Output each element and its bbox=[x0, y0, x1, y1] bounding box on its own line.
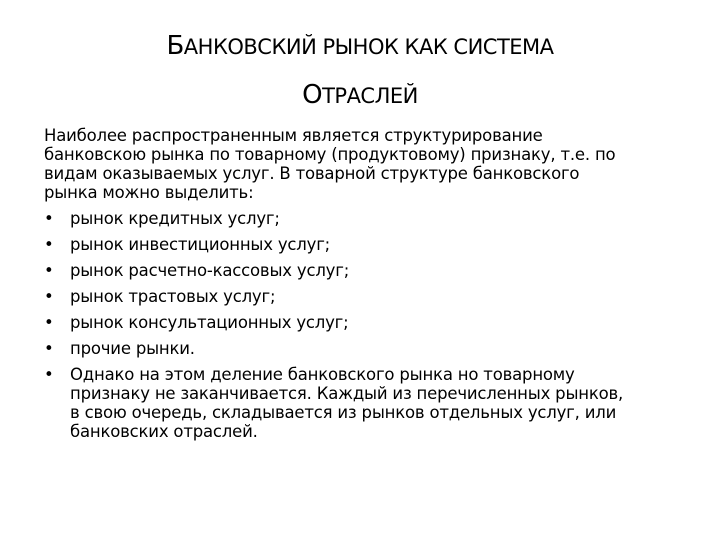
slide-body bbox=[44, 126, 680, 441]
title-line-1-rest: АНКОВСКИЙ РЫНОК КАК СИСТЕМА bbox=[183, 35, 554, 59]
bullet-item bbox=[44, 313, 680, 332]
bullet-icon: • bbox=[44, 209, 54, 228]
title-line-2-rest: ТРАСЛЕЙ bbox=[322, 84, 418, 108]
bullet-icon: • bbox=[44, 261, 54, 280]
bullet-item bbox=[44, 235, 680, 254]
bullet-text: прочие рынки. bbox=[70, 339, 195, 358]
intro-line: рынка можно выделить: bbox=[44, 183, 254, 202]
bullet-text: банковских отраслей. bbox=[70, 422, 258, 441]
bullet-text: признаку не заканчивается. Каждый из перечисленных рынков, bbox=[70, 384, 624, 403]
bullet-item bbox=[44, 287, 680, 306]
bullet-text: рынок расчетно-кассовых услуг; bbox=[70, 261, 350, 280]
bullet-text: в свою очередь, складывается из рынков отдельных услуг, или bbox=[70, 403, 617, 422]
title-line-1 bbox=[60, 22, 660, 71]
bullet-text: рынок трастовых услуг; bbox=[70, 287, 276, 306]
intro-line: видам оказываемых услуг. В товарной структуре банковского bbox=[44, 164, 580, 183]
bullet-list bbox=[44, 209, 680, 441]
bullet-item bbox=[44, 261, 680, 280]
bullet-text: рынок консультационных услуг; bbox=[70, 313, 349, 332]
bullet-text: Однако на этом деление банковского рынка но товарному bbox=[70, 365, 575, 384]
bullet-icon: • bbox=[44, 235, 54, 254]
bullet-item bbox=[44, 339, 680, 358]
bullet-icon: • bbox=[44, 313, 54, 332]
bullet-item bbox=[44, 209, 680, 228]
bullet-text: рынок инвестиционных услуг; bbox=[70, 235, 331, 254]
title-line-2 bbox=[60, 71, 660, 120]
bullet-item bbox=[44, 365, 680, 441]
bullet-icon: • bbox=[44, 365, 54, 384]
title-line-1-initial: Б bbox=[166, 31, 184, 61]
intro-paragraph bbox=[44, 126, 680, 202]
title-line-2-initial: О bbox=[302, 80, 323, 110]
bullet-icon: • bbox=[44, 287, 54, 306]
intro-line: банковскою рынка по товарному (продуктовому) признаку, т.е. по bbox=[44, 145, 616, 164]
slide-title bbox=[60, 22, 660, 120]
bullet-icon: • bbox=[44, 339, 54, 358]
bullet-text: рынок кредитных услуг; bbox=[70, 209, 280, 228]
intro-line: Наиболее распространенным является структурирование bbox=[44, 126, 543, 145]
